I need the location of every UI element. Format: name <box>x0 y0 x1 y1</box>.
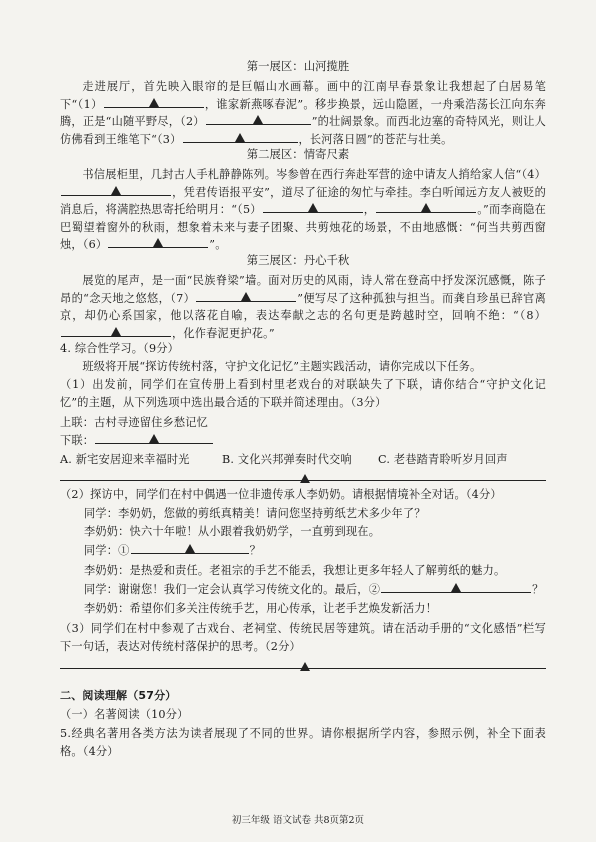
area1-paragraph: 走进展厅，首先映入眼帘的是巨幅山水画幕。画中的江南早春景象让我想起了白居易笔下“（1） ，谁家新燕啄春泥”。移步换景，远山隐匿，一舟乘浩荡长江向东奔腾，正是“山随平野尽，（2） ”的壮阔景象。而西北边塞的奇特风光，则让人仿佛看到王维笔下“（3） ，长河落日圆”的苍茫与壮美。 <box>60 80 546 146</box>
page-footer: 初三年级 语文试卷 共8页第2页 <box>231 815 365 826</box>
triangle-marker-icon <box>451 583 461 592</box>
blank-8[interactable] <box>61 325 171 337</box>
blank-4[interactable] <box>61 184 171 196</box>
dialog-line-3: 同学：① ？ <box>84 544 261 557</box>
couplet-lower: 下联： <box>60 432 214 450</box>
couplet-lower-blank[interactable] <box>95 432 213 444</box>
dialog-line-4: 李奶奶：是热爱和责任。老祖宗的手艺不能丢，我想让更多年轻人了解剪纸的魅力。 <box>84 564 506 577</box>
triangle-marker-icon <box>308 203 318 212</box>
q5-text: 5.经典名著用各类方法为读者展现了不同的世界。请你根据所学内容，参照示例，补全下面表格。（4分） <box>60 727 546 758</box>
dialog-line-1: 同学：李奶奶，您做的剪纸真精美！请问您坚持剪纸艺术多少年了？ <box>84 507 426 520</box>
blank-3[interactable] <box>183 131 298 143</box>
q4-intro: 班级将开展“探访传统村落，守护文化记忆”主题实践活动，请你完成以下任务。 <box>82 360 482 373</box>
dialog-line-5: 同学：谢谢您！我们一定会认真学习传统文化的。最后，② ？ <box>84 583 544 596</box>
option-c[interactable]: C. 老巷踏青聆听岁月回声 <box>378 453 508 466</box>
dialog-line-2: 李奶奶：快六十年啦！从小跟着我奶奶学，一直剪到现在。 <box>84 525 381 538</box>
q4-sub3: （3）同学们在村中参观了古戏台、老祠堂、传统民居等建筑。请在活动手册的“文化感悟”栏写下一句话，表达对传统村落保护的思考。（2分） <box>60 622 546 653</box>
area3-title: 第三展区：丹心千秋 <box>246 253 350 267</box>
area1-title: 第一展区：山河揽胜 <box>246 59 350 73</box>
area2-paragraph: 书信展柜里，几封古人手札静静陈列。岑参曾在西行奔赴军营的途中请友人捎给家人信“（4） ，凭君传语报平安”，道尽了征途的匆忙与牵挂。李白听闻远方友人被贬的消息后，将满腔热思寄托给明月：“（5） ， 。”而李商隐在巴蜀望着窗外的秋雨，想象着未来与妻子团聚、共剪烛花的场景，不由地感慨：“何当共剪西窗烛，（6） ”。 <box>60 168 546 252</box>
triangle-marker-icon <box>235 133 245 142</box>
blank-7[interactable] <box>196 290 296 302</box>
triangle-marker-icon <box>300 474 310 483</box>
option-b[interactable]: B. 文化兴邦弹奏时代交响 <box>222 453 352 466</box>
triangle-marker-icon <box>111 327 121 336</box>
answer-line-2-marker <box>300 659 310 677</box>
blank-1[interactable] <box>104 96 204 108</box>
q4-sub1: （1）出发前，同学们在宣传册上看到村里老戏台的对联缺失了下联，请你结合“守护文化记忆”的主题，从下列选项中选出最合适的下联并简述理由。（3分） <box>60 378 546 409</box>
blank-2[interactable] <box>206 113 311 125</box>
dialog-blank-1[interactable] <box>131 542 249 554</box>
triangle-marker-icon <box>253 115 263 124</box>
part2-subheading: （一）名著阅读（10分） <box>60 708 189 721</box>
q4-heading: 4. 综合性学习。（9分） <box>60 342 180 355</box>
dialog-line-6: 李奶奶：希望你们多关注传统手艺，用心传承，让老手艺焕发新活力！ <box>84 602 438 615</box>
triangle-marker-icon <box>111 186 121 195</box>
triangle-marker-icon <box>300 662 310 671</box>
area2-title: 第二展区：情寄尺素 <box>246 147 350 161</box>
blank-5a[interactable] <box>263 201 363 213</box>
triangle-marker-icon <box>421 203 431 212</box>
part2-heading: 二、阅读理解（57分） <box>60 689 177 702</box>
triangle-marker-icon <box>149 434 159 443</box>
area3-paragraph: 展览的尾声，是一面“民族脊梁”墙。面对历史的风雨，诗人常在登高中抒发深沉感慨，陈子昂的“念天地之悠悠，（7） ”便写尽了这种孤独与担当。而龚自珍虽已辞官离京，却仍心系国家，他以落花自喻，表达奉献之志的名句更是跨越时空，回响不绝：“（8） ，化作春泥更护花。” <box>60 274 547 340</box>
triangle-marker-icon <box>185 544 195 553</box>
dialog-blank-2[interactable] <box>381 581 531 593</box>
q4-sub2: （2）探访中，同学们在村中偶遇一位非遗传承人李奶奶。请根据情境补全对话。（4分） <box>60 488 502 501</box>
triangle-marker-icon <box>241 292 251 301</box>
triangle-marker-icon <box>149 98 159 107</box>
blank-5b[interactable] <box>376 201 476 213</box>
couplet-upper: 上联：古村寻迹留住乡愁记忆 <box>60 416 209 429</box>
triangle-marker-icon <box>153 238 163 247</box>
blank-6[interactable] <box>108 236 208 248</box>
option-a[interactable]: A. 新宅安居迎来幸福时光 <box>60 453 190 466</box>
